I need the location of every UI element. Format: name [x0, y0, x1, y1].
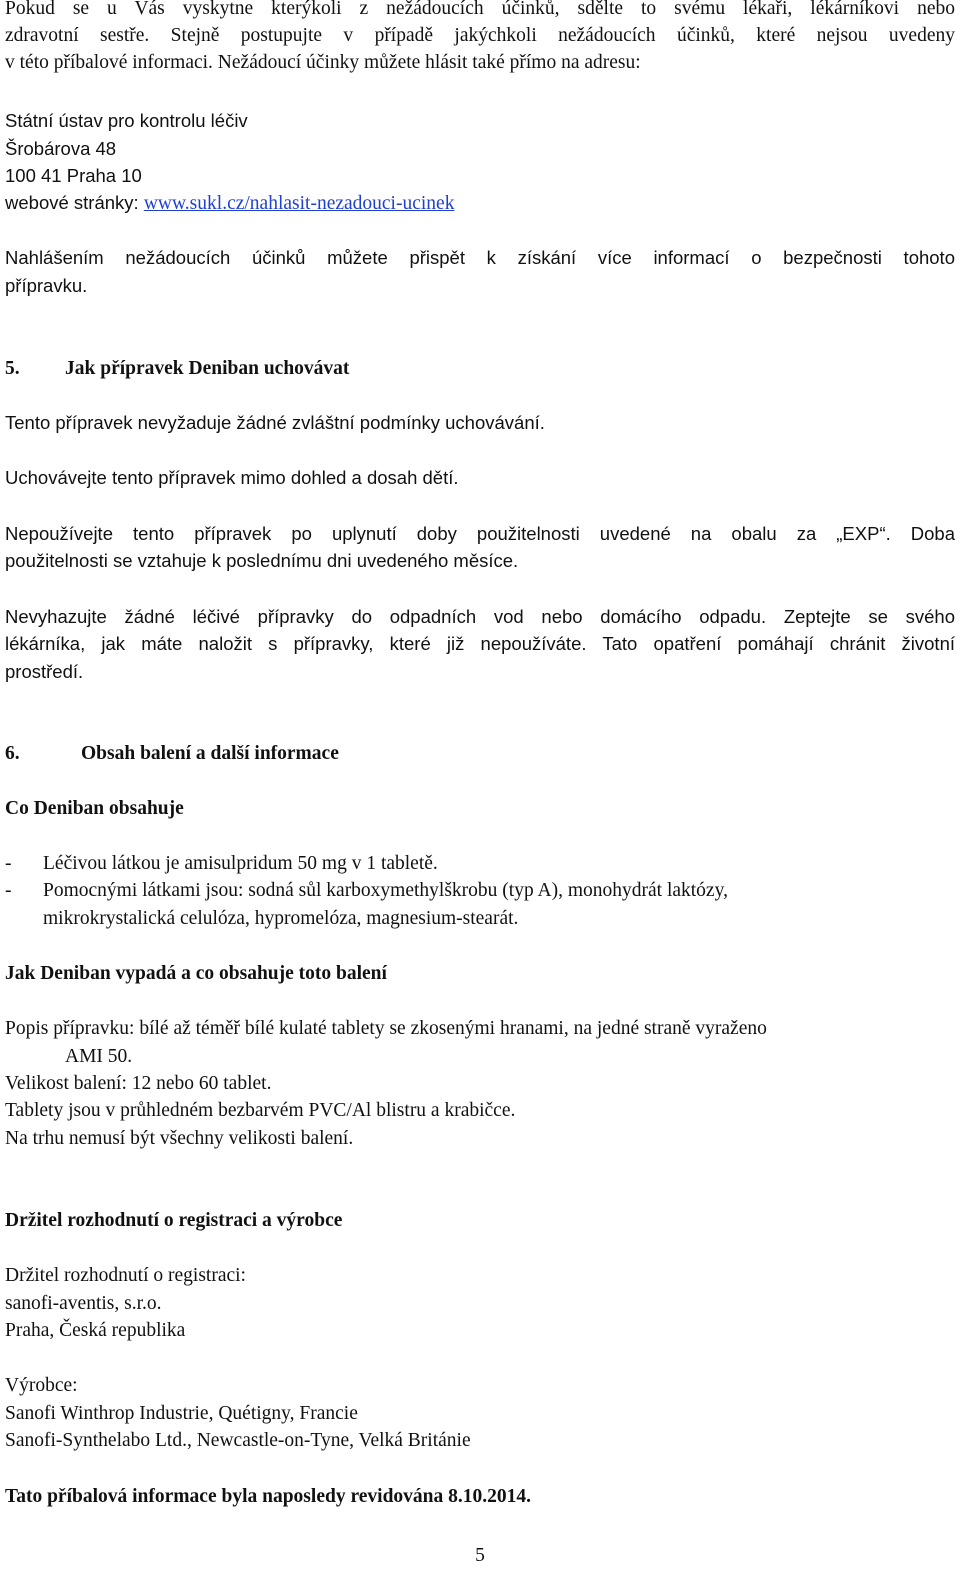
section-5-heading	[5, 356, 349, 382]
manufacturer-line-2: Sanofi-Synthelabo Ltd., Newcastle-on-Tyne, Velká Británie	[5, 1430, 471, 1451]
report-link[interactable]: www.sukl.cz/nahlasit-nezadouci-ucinek	[143, 193, 455, 214]
section-6-heading	[5, 741, 339, 767]
authority-web	[5, 190, 454, 217]
description-line-1: Popis přípravku: bílé až téměř bílé kulaté tablety se zkosenými hranami, na jedné straně vyraženo	[5, 1018, 767, 1039]
ingredient-excipients-cont: mikrokrystalická celulóza, hypromelóza, magnesium-stearát.	[43, 908, 519, 929]
intro-line-3: v této příbalové informaci. Nežádoucí účinky můžete hlásit také přímo na adresu:	[5, 52, 641, 73]
holder-heading: Držitel rozhodnutí o registraci a výrobce	[5, 1210, 343, 1231]
list-bullet: -	[5, 880, 12, 901]
intro-line-2: zdravotní sestře. Stejně postupujte v případě jakýchkoli nežádoucích účinků, které nejsou uvedeny	[5, 25, 955, 46]
authority-name: Státní ústav pro kontrolu léčiv	[5, 110, 248, 131]
ingredient-excipients	[5, 878, 728, 904]
disposal-line-3: prostředí.	[5, 661, 84, 682]
holder-label: Držitel rozhodnutí o registraci:	[5, 1265, 246, 1286]
revision-note: Tato příbalová informace byla naposledy revidována 8.10.2014.	[5, 1486, 532, 1507]
appearance-heading: Jak Deniban vypadá a co obsahuje toto balení	[5, 963, 387, 984]
ingredient-active	[5, 851, 438, 877]
disposal-line-2: lékárníka, jak máte naložit s přípravky, které již nepoužíváte. Tato opatření pomáhají chránit životní	[5, 633, 955, 654]
authority-street: Šrobárova 48	[5, 138, 117, 159]
description-line-2: AMI 50.	[65, 1046, 133, 1067]
web-label: webové stránky:	[5, 192, 144, 213]
holder-name: sanofi-aventis, s.r.o.	[5, 1293, 162, 1314]
ingredient-excipients-text: Pomocnými látkami jsou: sodná sůl karboxymethylškrobu (typ A), monohydrát laktózy,	[43, 880, 728, 901]
section-5-title: Jak přípravek Deniban uchovávat	[65, 358, 350, 379]
expiry-line-2: použitelnosti se vztahuje k poslednímu dni uvedeného měsíce.	[5, 550, 519, 571]
section-5-number: 5.	[5, 358, 20, 379]
storage-children: Uchovávejte tento přípravek mimo dohled a dosah dětí.	[5, 467, 459, 488]
list-bullet: -	[5, 853, 12, 874]
holder-location: Praha, Česká republika	[5, 1320, 186, 1341]
section-6-number: 6.	[5, 743, 20, 764]
manufacturer-line-1: Sanofi Winthrop Industrie, Quétigny, Francie	[5, 1403, 358, 1424]
reporting-line-1: Nahlášením nežádoucích účinků můžete přispět k získání více informací o bezpečnosti tohoto	[5, 247, 955, 268]
ingredient-active-text: Léčivou látkou je amisulpridum 50 mg v 1 tabletě.	[43, 853, 438, 874]
page-number: 5	[475, 1545, 485, 1566]
expiry-line-1: Nepoužívejte tento přípravek po uplynutí doby použitelnosti uvedené na obalu za „EXP“. Doba	[5, 523, 955, 544]
section-6-title: Obsah balení a další informace	[81, 743, 339, 764]
availability-note: Na trhu nemusí být všechny velikosti balení.	[5, 1128, 354, 1149]
storage-conditions: Tento přípravek nevyžaduje žádné zvláštní podmínky uchovávání.	[5, 412, 545, 433]
disposal-line-1: Nevyhazujte žádné léčivé přípravky do odpadních vod nebo domácího odpadu. Zeptejte se svého	[5, 606, 955, 627]
authority-city: 100 41 Praha 10	[5, 165, 142, 186]
manufacturer-label: Výrobce:	[5, 1375, 78, 1396]
blister-info: Tablety jsou v průhledném bezbarvém PVC/Al blistru a krabičce.	[5, 1100, 516, 1121]
contents-heading: Co Deniban obsahuje	[5, 798, 184, 819]
pack-size: Velikost balení: 12 nebo 60 tablet.	[5, 1073, 272, 1094]
reporting-line-2: přípravku.	[5, 275, 88, 296]
intro-line-1: Pokud se u Vás vyskytne kterýkoli z nežádoucích účinků, sdělte to svému lékaři, lékárníkovi nebo	[5, 0, 955, 19]
